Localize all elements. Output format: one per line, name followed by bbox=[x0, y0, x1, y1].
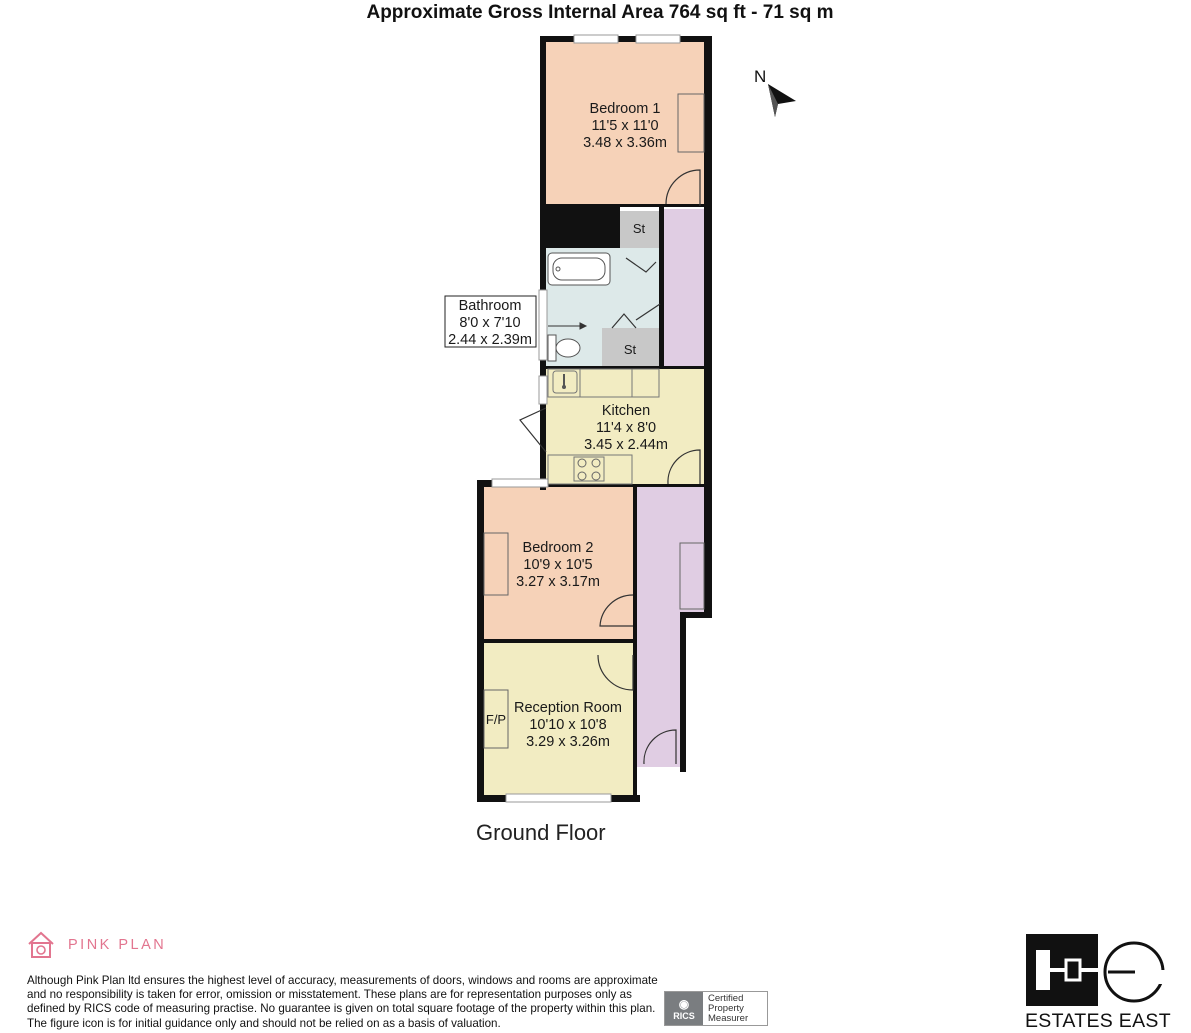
store-upper-label: St bbox=[632, 221, 646, 236]
void-block bbox=[540, 206, 620, 248]
pink-plan-logo bbox=[26, 930, 166, 960]
reception-imperial: 10'10 x 10'8 bbox=[529, 717, 607, 733]
compass-label: N bbox=[754, 67, 767, 86]
rics-line-1: Certified bbox=[708, 992, 744, 1004]
bedroom-1-metric: 3.48 x 3.36m bbox=[583, 135, 667, 151]
rics-line-2: Property bbox=[708, 1002, 744, 1014]
bath-icon bbox=[548, 253, 610, 285]
page-title: Approximate Gross Internal Area 764 sq ft - 71 sq m bbox=[366, 2, 834, 23]
disclaimer-text: Although Pink Plan ltd ensures the highest level of accuracy, measurements of doors, windows and rooms are approximate and no responsibility is taken for error, omission or misstatement. These plans are for representation purposes only as defined by RICS code of measuring practise. No guarantee is given on total square footage of the property within this plan. The figure icon is for initial guidance only and should not be relied on as a basis of valuation. bbox=[27, 974, 658, 1030]
bathroom-imperial: 8'0 x 7'10 bbox=[459, 315, 521, 331]
bedroom-1-name: Bedroom 1 bbox=[589, 101, 661, 117]
reception-metric: 3.29 x 3.26m bbox=[526, 734, 610, 750]
compass-icon bbox=[754, 67, 796, 117]
store-lower-label: St bbox=[623, 342, 637, 357]
pink-plan-house-icon bbox=[26, 930, 56, 960]
kitchen-metric: 3.45 x 2.44m bbox=[584, 437, 668, 453]
kitchen-name: Kitchen bbox=[601, 403, 651, 419]
rics-certification bbox=[708, 994, 748, 1024]
rics-seal-text: RICS bbox=[673, 1010, 695, 1021]
fireplace-label: F/P bbox=[485, 712, 507, 727]
bedroom-2-imperial: 10'9 x 10'5 bbox=[523, 557, 593, 573]
rics-badge bbox=[664, 991, 768, 1026]
estates-east-name: ESTATES EAST bbox=[1025, 1010, 1171, 1032]
rics-line-3: Measurer bbox=[708, 1012, 749, 1024]
rics-seal-icon: ◉ RICS bbox=[665, 992, 703, 1025]
hallway-upper bbox=[664, 209, 704, 366]
bathroom-name: Bathroom bbox=[458, 298, 522, 314]
bedroom-2-metric: 3.27 x 3.17m bbox=[516, 574, 600, 590]
floor-name: Ground Floor bbox=[476, 820, 606, 845]
bedroom-2-name: Bedroom 2 bbox=[522, 540, 594, 556]
pink-plan-brand: PINK PLAN bbox=[68, 937, 167, 953]
reception-name: Reception Room bbox=[514, 700, 622, 716]
bedroom-1-imperial: 11'5 x 11'0 bbox=[591, 118, 659, 134]
kitchen-imperial: 11'4 x 8'0 bbox=[595, 420, 657, 436]
bathroom-metric: 2.44 x 2.39m bbox=[448, 332, 532, 348]
